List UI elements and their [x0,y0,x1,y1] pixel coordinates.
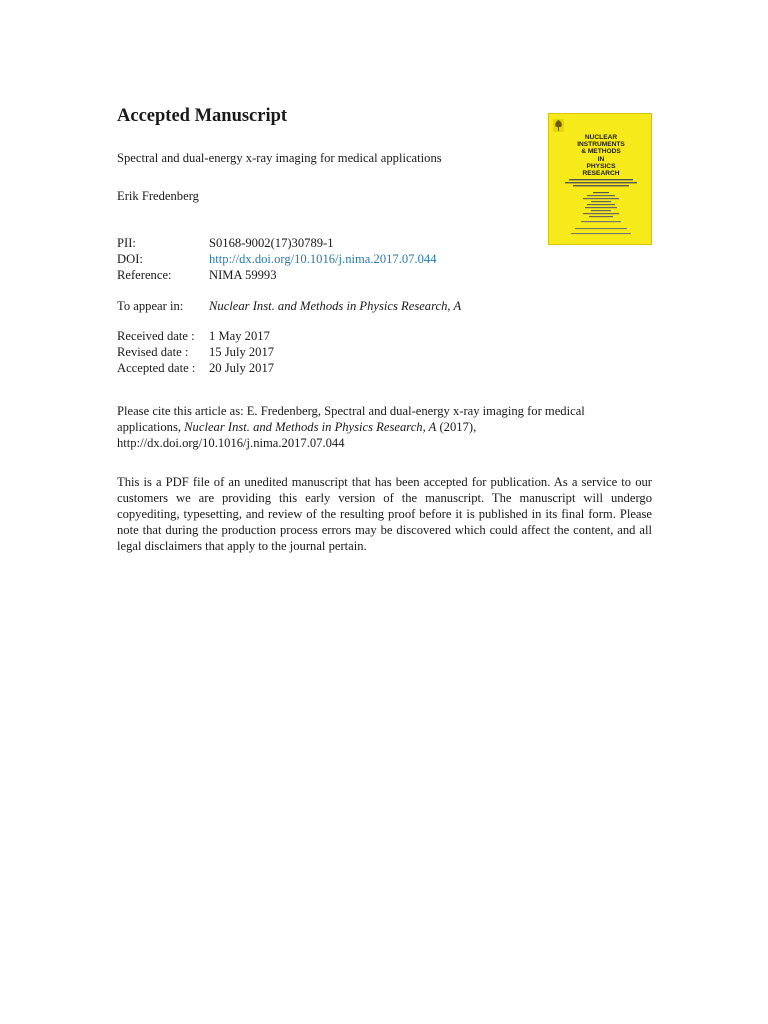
appear-row [117,299,461,314]
journal-name: Nuclear Inst. and Methods in Physics Research, A [209,299,462,313]
revised-value: 15 July 2017 [209,345,275,359]
article-title: Spectral and dual-energy x-ray imaging for medical applications [117,151,442,165]
citation-journal: Nuclear Inst. and Methods in Physics Research, A [184,420,437,434]
accepted-value: 20 July 2017 [209,361,275,375]
elsevier-tree-icon [553,119,564,132]
cover-title-line: & METHODS [581,148,621,156]
revised-label: Revised date : [117,345,189,359]
cover-title [549,134,653,177]
pii-row [117,236,334,251]
citation-line-2-post: (2017), [436,420,477,434]
cover-section-lines [557,178,645,188]
doi-label: DOI: [117,252,143,266]
cover-title-line: PHYSICS [586,162,616,170]
cover-title-line: IN [597,155,605,163]
cover-title-line: RESEARCH [582,170,620,178]
appear-label: To appear in: [117,299,184,313]
received-label: Received date : [117,329,195,343]
doi-row [117,252,437,267]
citation-doi: http://dx.doi.org/10.1016/j.nima.2017.07.044 [117,436,345,450]
cover-editors-lines [569,192,633,224]
journal-cover [548,113,652,245]
pii-label: PII: [117,236,136,250]
reference-value: NIMA 59993 [209,268,277,282]
disclaimer-paragraph: This is a PDF file of an unedited manuscript that has been accepted for publication. As a service to our customers we are providing this early version of the manuscript. The manuscript will undergo copyediting, typesetting, and review of the resulting proof before it is published in its final form. Please note that during the production process errors may be discovered which could affect the content, and all legal disclaimers that apply to the journal pertain. [117,475,652,553]
pii-value: S0168-9002(17)30789-1 [209,236,334,250]
citation-line-1: Please cite this article as: E. Fredenberg, Spectral and dual-energy x-ray imaging for medical [117,404,585,418]
received-value: 1 May 2017 [209,329,270,343]
accepted-label: Accepted date : [117,361,196,375]
reference-row [117,268,277,283]
page-heading: Accepted Manuscript [117,106,288,126]
citation-line-2 [117,419,652,435]
author-name: Erik Fredenberg [117,189,199,203]
received-row [117,329,270,344]
doi-link[interactable]: http://dx.doi.org/10.1016/j.nima.2017.07.044 [209,252,437,266]
accepted-row [117,361,274,376]
citation-line-2-pre: applications, [117,420,185,434]
cover-footer-lines [559,228,643,238]
cover-title-line: INSTRUMENTS [577,141,625,149]
reference-label: Reference: [117,268,172,282]
cover-title-line: NUCLEAR [584,134,618,141]
citation-paragraph [117,403,652,451]
revised-row [117,345,274,360]
